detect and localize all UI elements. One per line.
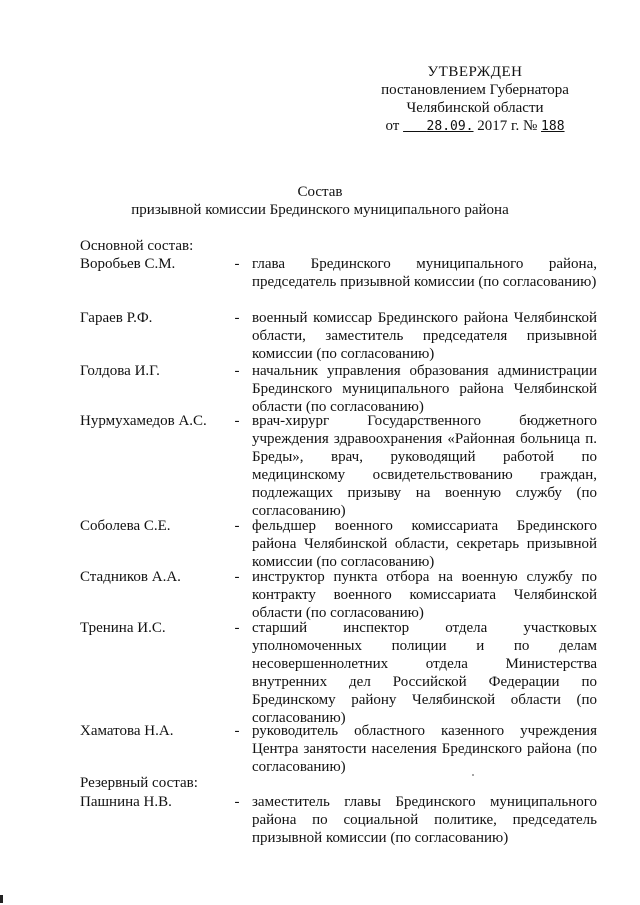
- member-role: врач-хирург Государственного бюджетного учреждения здравоохранения «Районная больница п. Бреды», врач, руководящий работой по медицинскому освидетельствованию граждан, подлежащих призыву на военную службу (по согласованию): [252, 413, 597, 519]
- member-dash: -: [234, 518, 240, 534]
- approval-line-1: постановлением Губернатора: [381, 82, 569, 98]
- member-name: Голдова И.Г.: [80, 363, 160, 379]
- reserve-section-label: Резервный состав:: [80, 775, 198, 791]
- member-role: руководитель областного казенного учреждения Центра занятости населения Брединского района (по согласованию): [252, 723, 597, 775]
- approval-number: 188: [541, 119, 565, 134]
- member-role: военный комиссар Брединского района Челябинской области, заместитель председателя призывной комиссии (по согласованию): [252, 310, 597, 362]
- heading-line-2: призывной комиссии Брединского муниципального района: [131, 202, 509, 218]
- scan-speck: [472, 774, 474, 776]
- member-dash: -: [234, 256, 240, 272]
- member-dash: -: [234, 723, 240, 739]
- member-name: Хаматова Н.А.: [80, 723, 174, 739]
- approval-title: УТВЕРЖДЕН: [427, 64, 523, 80]
- member-role: глава Брединского муниципального района, председатель призывной комиссии (по согласованию): [252, 256, 597, 290]
- member-dash: -: [234, 310, 240, 326]
- member-role: начальник управления образования администрации Брединского муниципального района Челябинской области (по согласованию): [252, 363, 597, 415]
- member-name: Гараев Р.Ф.: [80, 310, 153, 326]
- member-role: старший инспектор отдела участковых уполномоченных полиции и по делам несовершеннолетних отдела Министерства внутренних дел Российской Федерации по Брединскому району Челябинской области (по согласованию): [252, 620, 597, 726]
- heading-line-1: Состав: [297, 184, 343, 200]
- member-dash: -: [234, 620, 240, 636]
- member-dash: -: [234, 413, 240, 429]
- approval-date-suffix: 2017 г. №: [477, 118, 538, 134]
- document-heading: [0, 183, 640, 219]
- member-name: Нурмухамедов А.С.: [80, 413, 207, 429]
- approval-date-line: [360, 117, 590, 136]
- member-role: инструктор пункта отбора на военную службу по контракту военного комиссариата Челябинской области (по согласованию): [252, 569, 597, 621]
- member-dash: -: [234, 794, 240, 810]
- approval-block: [360, 63, 590, 136]
- member-role: фельдшер военного комиссариата Брединского района Челябинской области, секретарь призывной комиссии (по согласованию): [252, 518, 597, 570]
- member-name: Соболева С.Е.: [80, 518, 171, 534]
- member-name: Стадников А.А.: [80, 569, 181, 585]
- member-name: Пашнина Н.В.: [80, 794, 172, 810]
- member-dash: -: [234, 363, 240, 379]
- member-name: Воробьев С.М.: [80, 256, 176, 272]
- approval-date-prefix: от: [385, 118, 400, 134]
- member-role: заместитель главы Брединского муниципального района по социальной политике, председатель призывной комиссии (по согласованию): [252, 794, 597, 846]
- approval-line-2: Челябинской области: [406, 100, 544, 116]
- main-section-label: Основной состав:: [80, 238, 194, 254]
- member-dash: -: [234, 569, 240, 585]
- approval-date-value: 28.09.: [426, 119, 474, 134]
- scan-edge-mark: [0, 895, 3, 903]
- member-name: Тренина И.С.: [80, 620, 166, 636]
